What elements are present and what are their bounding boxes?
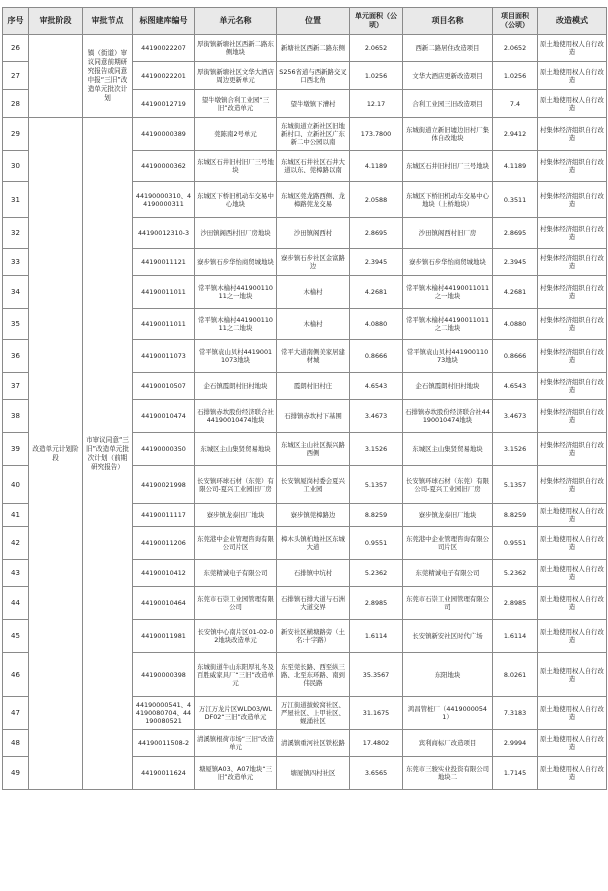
cell-code: 44190012719 [133, 90, 195, 118]
table-header [3, 8, 607, 35]
cell-location: 木棆村 [277, 276, 350, 309]
cell-mode: 原土地使用权人自行改造 [538, 620, 607, 653]
cell-unit-area: 2.0588 [350, 182, 403, 218]
cell-unit: 长安镇环球石材（东莞）有限公司-夏兴工业园旧厂房 [195, 466, 277, 504]
cell-seq: 37 [3, 373, 29, 400]
cell-project: 东城区下桥旧机动车交易中心地块（上桥地块） [403, 182, 493, 218]
cell-unit: 沙田镇阁西村旧厂房地块 [195, 218, 277, 249]
cell-location: 东城街道立新社区旧地新村口、立新社区广东新二中公园以南 [277, 118, 350, 151]
cell-project: 文华大酒店更新改造项目 [403, 62, 493, 90]
cell-seq: 42 [3, 527, 29, 560]
cell-unit-area: 0.9551 [350, 527, 403, 560]
header-mode: 改造模式 [538, 8, 607, 35]
cell-unit: 长安镇中心南片区01-02-02地块改造单元 [195, 620, 277, 653]
cell-seq: 47 [3, 697, 29, 730]
cell-unit: 常平镇木棆村44190011011之二地块 [195, 309, 277, 340]
table-row [3, 118, 607, 151]
cell-location: 新安社区横塘路旁（土名:十字路） [277, 620, 350, 653]
cell-unit-area: 4.2681 [350, 276, 403, 309]
cell-location: 常平大道南侧美家居建材城 [277, 340, 350, 373]
cell-project-area: 1.6114 [493, 620, 538, 653]
cell-project-area: 5.1357 [493, 466, 538, 504]
cell-location: 沙田镇阁西村 [277, 218, 350, 249]
cell-project: 东莞港中企业管理咨询有限公司片区 [403, 527, 493, 560]
cell-unit: 清溪镇根荷市场“三旧”改造单元 [195, 730, 277, 757]
cell-seq: 39 [3, 433, 29, 466]
cell-project-area: 7.4 [493, 90, 538, 118]
cell-project: 鸿昌管桩厂（44190000541） [403, 697, 493, 730]
cell-unit-area: 4.1189 [350, 151, 403, 182]
cell-project: 长安镇环球石材（东莞）有限公司-夏兴工业园旧厂房 [403, 466, 493, 504]
cell-project: 东城区主山集贤贸易地块 [403, 433, 493, 466]
cell-project: 寮步镇龙泰旧厂地块 [403, 504, 493, 527]
cell-project-area: 1.7145 [493, 757, 538, 790]
cell-code: 44190010474 [133, 400, 195, 433]
cell-unit-area: 2.8985 [350, 587, 403, 620]
cell-project: 常平镇木棆村44190011011之二地块 [403, 309, 493, 340]
cell-seq: 29 [3, 118, 29, 151]
cell-seq: 26 [3, 35, 29, 62]
cell-project: 石排镇赤坎股份经济联合社44190010474地块 [403, 400, 493, 433]
cell-unit-area: 5.2362 [350, 560, 403, 587]
cell-unit: 东莞精诚电子有限公司 [195, 560, 277, 587]
cell-unit: 石排镇赤坎股份经济联合社44190010474地块 [195, 400, 277, 433]
cell-mode: 村集体经济组织自行改造 [538, 309, 607, 340]
header-seq: 序号 [3, 8, 29, 35]
cell-project-area: 3.1526 [493, 433, 538, 466]
cell-location: 长安镇厦岗村委会夏兴工业园 [277, 466, 350, 504]
cell-unit-area: 1.0256 [350, 62, 403, 90]
cell-project-area: 8.8259 [493, 504, 538, 527]
cell-project-area: 2.9994 [493, 730, 538, 757]
cell-project-area: 1.0256 [493, 62, 538, 90]
cell-unit: 东城街道牛山东阳厚礼冬及百胜威家具厂“三旧”改造单元 [195, 653, 277, 697]
cell-project-area: 2.8695 [493, 218, 538, 249]
cell-location: S256省道与西新路交叉口西北角 [277, 62, 350, 90]
cell-code: 44190011073 [133, 340, 195, 373]
cell-project: 常平镇木棆村44190011011之一地块 [403, 276, 493, 309]
cell-mode: 原土地使用权人自行改造 [538, 90, 607, 118]
cell-project-area: 8.0261 [493, 653, 538, 697]
cell-location: 石排镇中坑村 [277, 560, 350, 587]
cell-unit-area: 0.8666 [350, 340, 403, 373]
cell-seq: 34 [3, 276, 29, 309]
cell-project-area: 4.2681 [493, 276, 538, 309]
cell-location: 东城区石井社区石井大道以东、莞樟路以南 [277, 151, 350, 182]
cell-unit: 望牛墩镇合利工业园“三旧”改造单元 [195, 90, 277, 118]
cell-seq: 33 [3, 249, 29, 276]
cell-unit: 莞陈南2号单元 [195, 118, 277, 151]
cell-code: 44190022201 [133, 62, 195, 90]
cell-mode: 村集体经济组织自行改造 [538, 249, 607, 276]
cell-code: 44190010507 [133, 373, 195, 400]
cell-unit-area: 8.8259 [350, 504, 403, 527]
cell-seq: 44 [3, 587, 29, 620]
cell-unit-area: 2.0652 [350, 35, 403, 62]
cell-code: 44190011981 [133, 620, 195, 653]
table-body [3, 35, 607, 790]
cell-code: 44190010464 [133, 587, 195, 620]
cell-project-area: 2.8985 [493, 587, 538, 620]
cell-code: 44190012310-3 [133, 218, 195, 249]
cell-project-area: 5.2362 [493, 560, 538, 587]
cell-code: 44190010412 [133, 560, 195, 587]
cell-seq: 32 [3, 218, 29, 249]
cell-mode: 村集体经济组织自行改造 [538, 400, 607, 433]
cell-project-area: 0.9551 [493, 527, 538, 560]
cell-unit-area: 2.3945 [350, 249, 403, 276]
cell-unit-area: 31.1675 [350, 697, 403, 730]
cell-code: 44190011011 [133, 309, 195, 340]
cell-seq: 48 [3, 730, 29, 757]
cell-project: 常平镇袁山贝村44190011073地块 [403, 340, 493, 373]
cell-mode: 村集体经济组织自行改造 [538, 340, 607, 373]
cell-mode: 村集体经济组织自行改造 [538, 118, 607, 151]
cell-stage-2: 改造单元计划阶段 [29, 118, 83, 790]
cell-location: 霞朗村旧村庄 [277, 373, 350, 400]
cell-code: 44190011206 [133, 527, 195, 560]
cell-mode: 村集体经济组织自行改造 [538, 466, 607, 504]
cell-project-area: 2.3945 [493, 249, 538, 276]
cell-code: 44190000398 [133, 653, 195, 697]
cell-seq: 30 [3, 151, 29, 182]
cell-unit-area: 173.7800 [350, 118, 403, 151]
cell-unit-area: 35.3567 [350, 653, 403, 697]
cell-unit: 东莞市石崇工业园管理有限公司 [195, 587, 277, 620]
cell-mode: 原土地使用权人自行改造 [538, 35, 607, 62]
cell-location: 新塘社区西新二路东侧 [277, 35, 350, 62]
cell-unit-area: 4.6543 [350, 373, 403, 400]
cell-unit: 厚街镇新塘社区西新二路东侧地块 [195, 35, 277, 62]
cell-code: 44190000541、44190080704、44190080521 [133, 697, 195, 730]
cell-seq: 49 [3, 757, 29, 790]
cell-location: 樟木头镇柏地社区东城大道 [277, 527, 350, 560]
cell-unit: 企石镇霞朗村旧村地块 [195, 373, 277, 400]
cell-mode: 原土地使用权人自行改造 [538, 587, 607, 620]
cell-unit: 常平镇木棆村44190011011之一地块 [195, 276, 277, 309]
cell-unit-area: 12.17 [350, 90, 403, 118]
cell-unit-area: 2.8695 [350, 218, 403, 249]
cell-project: 合利工业园三旧改造项目 [403, 90, 493, 118]
cell-project-area: 0.8666 [493, 340, 538, 373]
cell-seq: 43 [3, 560, 29, 587]
cell-project-area: 2.9412 [493, 118, 538, 151]
cell-unit-area: 3.1526 [350, 433, 403, 466]
cell-project-area: 4.6543 [493, 373, 538, 400]
cell-mode: 原土地使用权人自行改造 [538, 504, 607, 527]
cell-seq: 36 [3, 340, 29, 373]
cell-mode: 原土地使用权人自行改造 [538, 653, 607, 697]
cell-seq: 45 [3, 620, 29, 653]
cell-code: 44190000350 [133, 433, 195, 466]
cell-mode: 原土地使用权人自行改造 [538, 697, 607, 730]
cell-unit: 塘厦镇A03、A07地块“三旧”改造单元 [195, 757, 277, 790]
cell-project: 东莞市三骏实业投资有限公司地块二 [403, 757, 493, 790]
cell-project-area: 7.3183 [493, 697, 538, 730]
cell-location: 寮步镇莞樟路边 [277, 504, 350, 527]
cell-project-area: 3.4673 [493, 400, 538, 433]
cell-unit: 东城区石井旧村旧厂三号地块 [195, 151, 277, 182]
cell-unit: 万江万龙片区WLD03/WLDF02“三旧”改造单元 [195, 697, 277, 730]
cell-project: 长安镇新安社区时代广场 [403, 620, 493, 653]
cell-code: 44190011117 [133, 504, 195, 527]
cell-project-area: 4.0880 [493, 309, 538, 340]
header-location: 位置 [277, 8, 350, 35]
cell-project: 寮步镇石步华怡商贸城地块 [403, 249, 493, 276]
cell-project: 东莞市石崇工业园管理有限公司 [403, 587, 493, 620]
cell-unit-area: 3.4673 [350, 400, 403, 433]
cell-location: 塘厦镇四村社区 [277, 757, 350, 790]
header-code: 标图建库编号 [133, 8, 195, 35]
cell-code: 44190000362 [133, 151, 195, 182]
cell-location: 东城区莞龙路西侧、龙樟路莞龙交易 [277, 182, 350, 218]
header-node: 审批节点 [83, 8, 133, 35]
cell-project: 西新二路居住改造项目 [403, 35, 493, 62]
cell-location: 石排镇石排大道与石洲大道交界 [277, 587, 350, 620]
cell-mode: 原土地使用权人自行改造 [538, 730, 607, 757]
cell-seq: 41 [3, 504, 29, 527]
cell-seq: 27 [3, 62, 29, 90]
cell-mode: 村集体经济组织自行改造 [538, 182, 607, 218]
cell-location: 木棆村 [277, 309, 350, 340]
cell-code: 44190000310、44190000311 [133, 182, 195, 218]
cell-location: 石排镇赤坎村下基围 [277, 400, 350, 433]
cell-mode: 村集体经济组织自行改造 [538, 276, 607, 309]
cell-location: 清溪镇重河社区铁松路 [277, 730, 350, 757]
cell-unit: 寮步镇石步华怡商贸城地块 [195, 249, 277, 276]
cell-location: 万江街道拔蛟窝社区、严屋社区、上甲社区、蚬涌社区 [277, 697, 350, 730]
cell-code: 44190011624 [133, 757, 195, 790]
header-unit: 单元名称 [195, 8, 277, 35]
header-stage: 审批阶段 [29, 8, 83, 35]
cell-node-1: 镇（街道）审议同意前期研究报告或同意申报“三旧”改造单元批次计划 [83, 35, 133, 118]
header-project-area: 项目面积（公顷） [493, 8, 538, 35]
cell-seq: 38 [3, 400, 29, 433]
cell-project: 东城街道立新旧墟边旧村厂集体自改地块 [403, 118, 493, 151]
header-project: 项目名称 [403, 8, 493, 35]
cell-project: 东阳地块 [403, 653, 493, 697]
cell-seq: 28 [3, 90, 29, 118]
cell-unit-area: 17.4802 [350, 730, 403, 757]
cell-code: 44190021998 [133, 466, 195, 504]
header-unit-area: 单元面积（公顷） [350, 8, 403, 35]
renovation-table [2, 7, 607, 790]
cell-mode: 村集体经济组织自行改造 [538, 218, 607, 249]
cell-project: 企石镇霞朗村旧村地块 [403, 373, 493, 400]
cell-unit: 常平镇袁山贝村44190011073地块 [195, 340, 277, 373]
cell-project: 宾利商标厂改造项目 [403, 730, 493, 757]
cell-unit-area: 1.6114 [350, 620, 403, 653]
cell-mode: 原土地使用权人自行改造 [538, 62, 607, 90]
cell-unit: 东城区主山集贤贸易地块 [195, 433, 277, 466]
cell-mode: 原土地使用权人自行改造 [538, 757, 607, 790]
cell-location: 寮步镇石步社区金富路边 [277, 249, 350, 276]
cell-project-area: 2.0652 [493, 35, 538, 62]
cell-project: 东莞精诚电子有限公司 [403, 560, 493, 587]
cell-seq: 31 [3, 182, 29, 218]
cell-unit: 东莞港中企业管理咨询有限公司片区 [195, 527, 277, 560]
cell-code: 44190011508-2 [133, 730, 195, 757]
cell-unit: 东城区下桥旧机动车交易中心地块 [195, 182, 277, 218]
cell-seq: 35 [3, 309, 29, 340]
cell-mode: 村集体经济组织自行改造 [538, 373, 607, 400]
cell-unit: 厚街镇新塘社区文华大酒店周边更新单元 [195, 62, 277, 90]
cell-project-area: 4.1189 [493, 151, 538, 182]
cell-seq: 46 [3, 653, 29, 697]
cell-unit-area: 5.1357 [350, 466, 403, 504]
table-row [3, 35, 607, 62]
cell-code: 44190011121 [133, 249, 195, 276]
cell-location: 望牛墩镇下漕村 [277, 90, 350, 118]
cell-location: 东城区主山社区振兴路西侧 [277, 433, 350, 466]
cell-project: 东城区石井旧村旧厂三号地块 [403, 151, 493, 182]
cell-code: 44190000389 [133, 118, 195, 151]
cell-unit-area: 4.0880 [350, 309, 403, 340]
cell-mode: 原土地使用权人自行改造 [538, 527, 607, 560]
cell-seq: 40 [3, 466, 29, 504]
cell-unit: 寮步镇龙泰旧厂地块 [195, 504, 277, 527]
cell-project-area: 0.3511 [493, 182, 538, 218]
cell-code: 44190022207 [133, 35, 195, 62]
cell-location: 东至莞长路、西至纵三路、北至东环路、南到伟民路 [277, 653, 350, 697]
cell-mode: 村集体经济组织自行改造 [538, 433, 607, 466]
cell-mode: 原土地使用权人自行改造 [538, 560, 607, 587]
cell-code: 44190011011 [133, 276, 195, 309]
cell-node-2: 市审议同意“三旧”改造单元批次计划（前期研究报告） [83, 118, 133, 790]
cell-unit-area: 3.6565 [350, 757, 403, 790]
cell-mode: 村集体经济组织自行改造 [538, 151, 607, 182]
cell-project: 沙田镇阁西村旧厂房 [403, 218, 493, 249]
cell-stage-1 [29, 35, 83, 118]
